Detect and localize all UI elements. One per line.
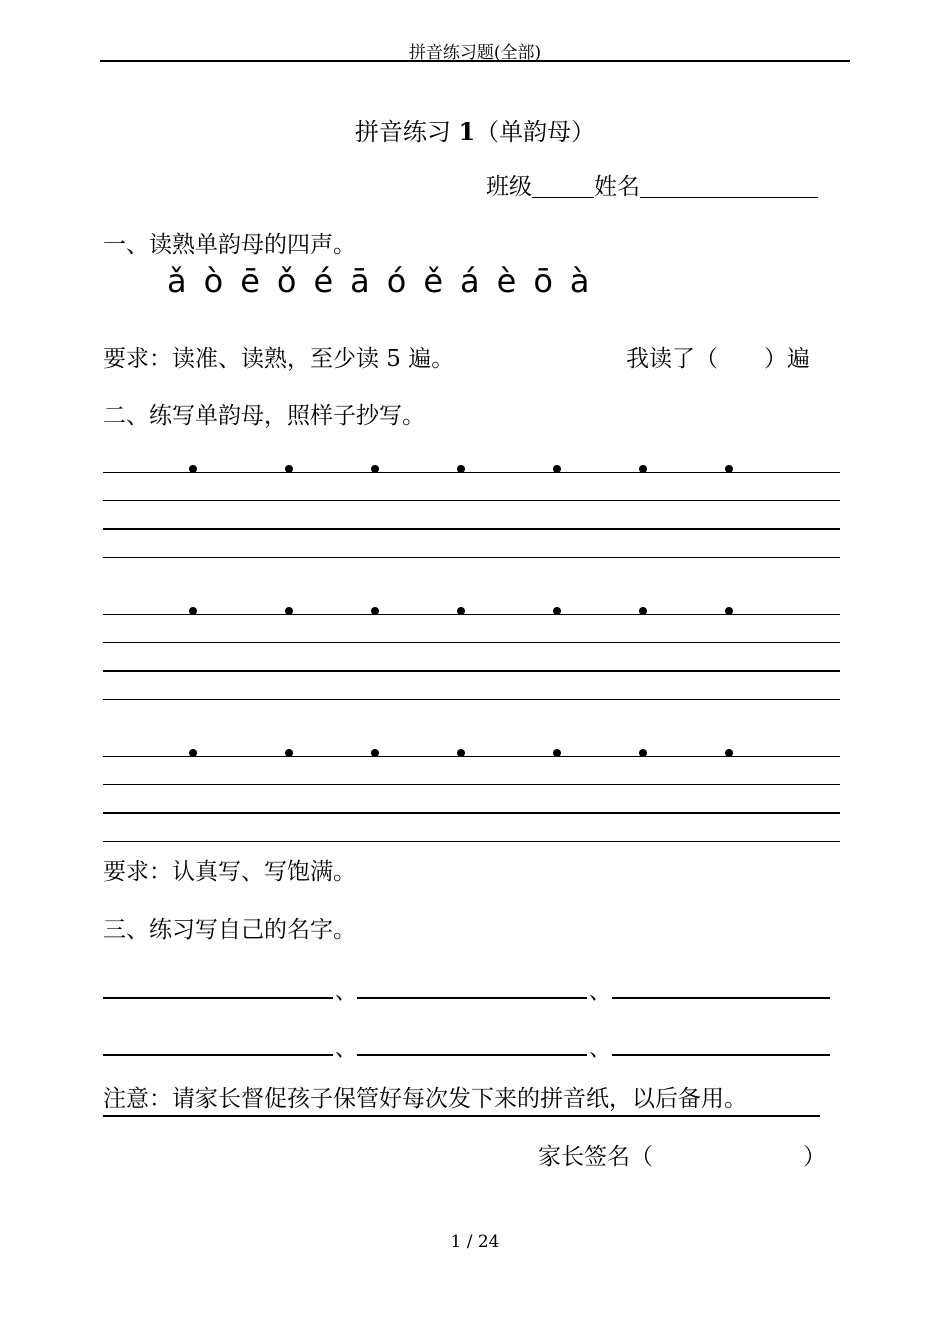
writing-guide-line <box>103 670 840 672</box>
sample-dot <box>371 749 379 757</box>
sample-dot <box>285 749 293 757</box>
pinyin-letter: ē <box>240 262 260 300</box>
writing-guide-line <box>103 557 840 558</box>
sample-dot <box>189 607 197 615</box>
name-blank-line[interactable] <box>357 1054 587 1056</box>
writing-guide-line <box>103 841 840 842</box>
title-prefix: 拼音练习 <box>354 118 459 146</box>
pinyin-letter: á <box>460 262 480 300</box>
sample-dot <box>725 607 733 615</box>
class-blank[interactable] <box>532 175 594 198</box>
pinyin-letter: ě <box>423 262 444 300</box>
read-count: 我读了（ ）遍 <box>626 346 810 372</box>
class-name-row <box>486 168 818 201</box>
page-title <box>0 112 950 147</box>
sample-dot <box>553 749 561 757</box>
name-separator: 、 <box>589 980 612 1005</box>
pinyin-letter: ǒ <box>276 262 297 300</box>
section1-requirement: 要求：读准、读熟，至少读 5 遍。 <box>103 346 455 372</box>
pinyin-letter: è <box>496 262 517 300</box>
class-label: 班级 <box>486 174 532 200</box>
name-blank[interactable] <box>640 175 818 198</box>
sample-dot <box>457 465 465 473</box>
sample-dot <box>371 465 379 473</box>
sample-dot <box>189 749 197 757</box>
pinyin-letter: ō <box>533 262 553 300</box>
sample-dot <box>553 465 561 473</box>
parent-sign-close: ） <box>803 1144 826 1170</box>
parent-sign-label: 家长签名（ <box>538 1144 653 1170</box>
name-separator: 、 <box>589 1037 612 1062</box>
sample-dot <box>189 465 197 473</box>
pinyin-letter: ó <box>386 262 407 300</box>
name-blank-line[interactable] <box>612 997 830 999</box>
section1-heading: 一、读熟单韵母的四声。 <box>103 232 356 258</box>
notice: 注意：请家长督促孩子保管好每次发下来的拼音纸，以后备用。 <box>103 1080 820 1117</box>
name-separator: 、 <box>335 1037 358 1062</box>
sample-dot <box>285 607 293 615</box>
name-separator: 、 <box>335 980 358 1005</box>
section3-heading: 三、练习写自己的名字。 <box>103 917 356 943</box>
writing-guide-line <box>103 642 840 643</box>
writing-guide-line <box>103 528 840 530</box>
pinyin-letter: à <box>569 262 590 300</box>
sample-dot <box>639 465 647 473</box>
pinyin-letter: ā <box>350 262 370 300</box>
sample-dot <box>725 465 733 473</box>
name-label: 姓名 <box>594 174 640 200</box>
pinyin-letter: ǎ <box>167 262 187 300</box>
pinyin-row <box>167 262 607 300</box>
sample-dot <box>639 749 647 757</box>
sample-dot <box>725 749 733 757</box>
title-suffix: （单韵母） <box>475 118 596 146</box>
writing-guide-line <box>103 812 840 814</box>
page-number: 1 / 24 <box>450 1232 500 1252</box>
sample-dot <box>285 465 293 473</box>
sample-dot <box>553 607 561 615</box>
sample-dot <box>371 607 379 615</box>
header-title: 拼音练习题(全部) <box>408 43 542 63</box>
header-rule <box>100 60 850 62</box>
section2-heading: 二、练写单韵母，照样子抄写。 <box>103 403 425 429</box>
section2-requirement: 要求：认真写、写饱满。 <box>103 859 356 885</box>
sample-dot <box>639 607 647 615</box>
writing-guide-line <box>103 699 840 700</box>
name-blank-line[interactable] <box>612 1054 830 1056</box>
name-blank-line[interactable] <box>357 997 587 999</box>
name-blank-line[interactable] <box>103 997 333 999</box>
parent-signature <box>538 1138 826 1171</box>
sample-dot <box>457 749 465 757</box>
writing-guide-line <box>103 500 840 501</box>
pinyin-letter: ò <box>203 262 224 300</box>
title-number: 1 <box>458 117 476 146</box>
pinyin-letter: é <box>313 262 334 300</box>
writing-guide-line <box>103 784 840 785</box>
sample-dot <box>457 607 465 615</box>
name-blank-line[interactable] <box>103 1054 333 1056</box>
